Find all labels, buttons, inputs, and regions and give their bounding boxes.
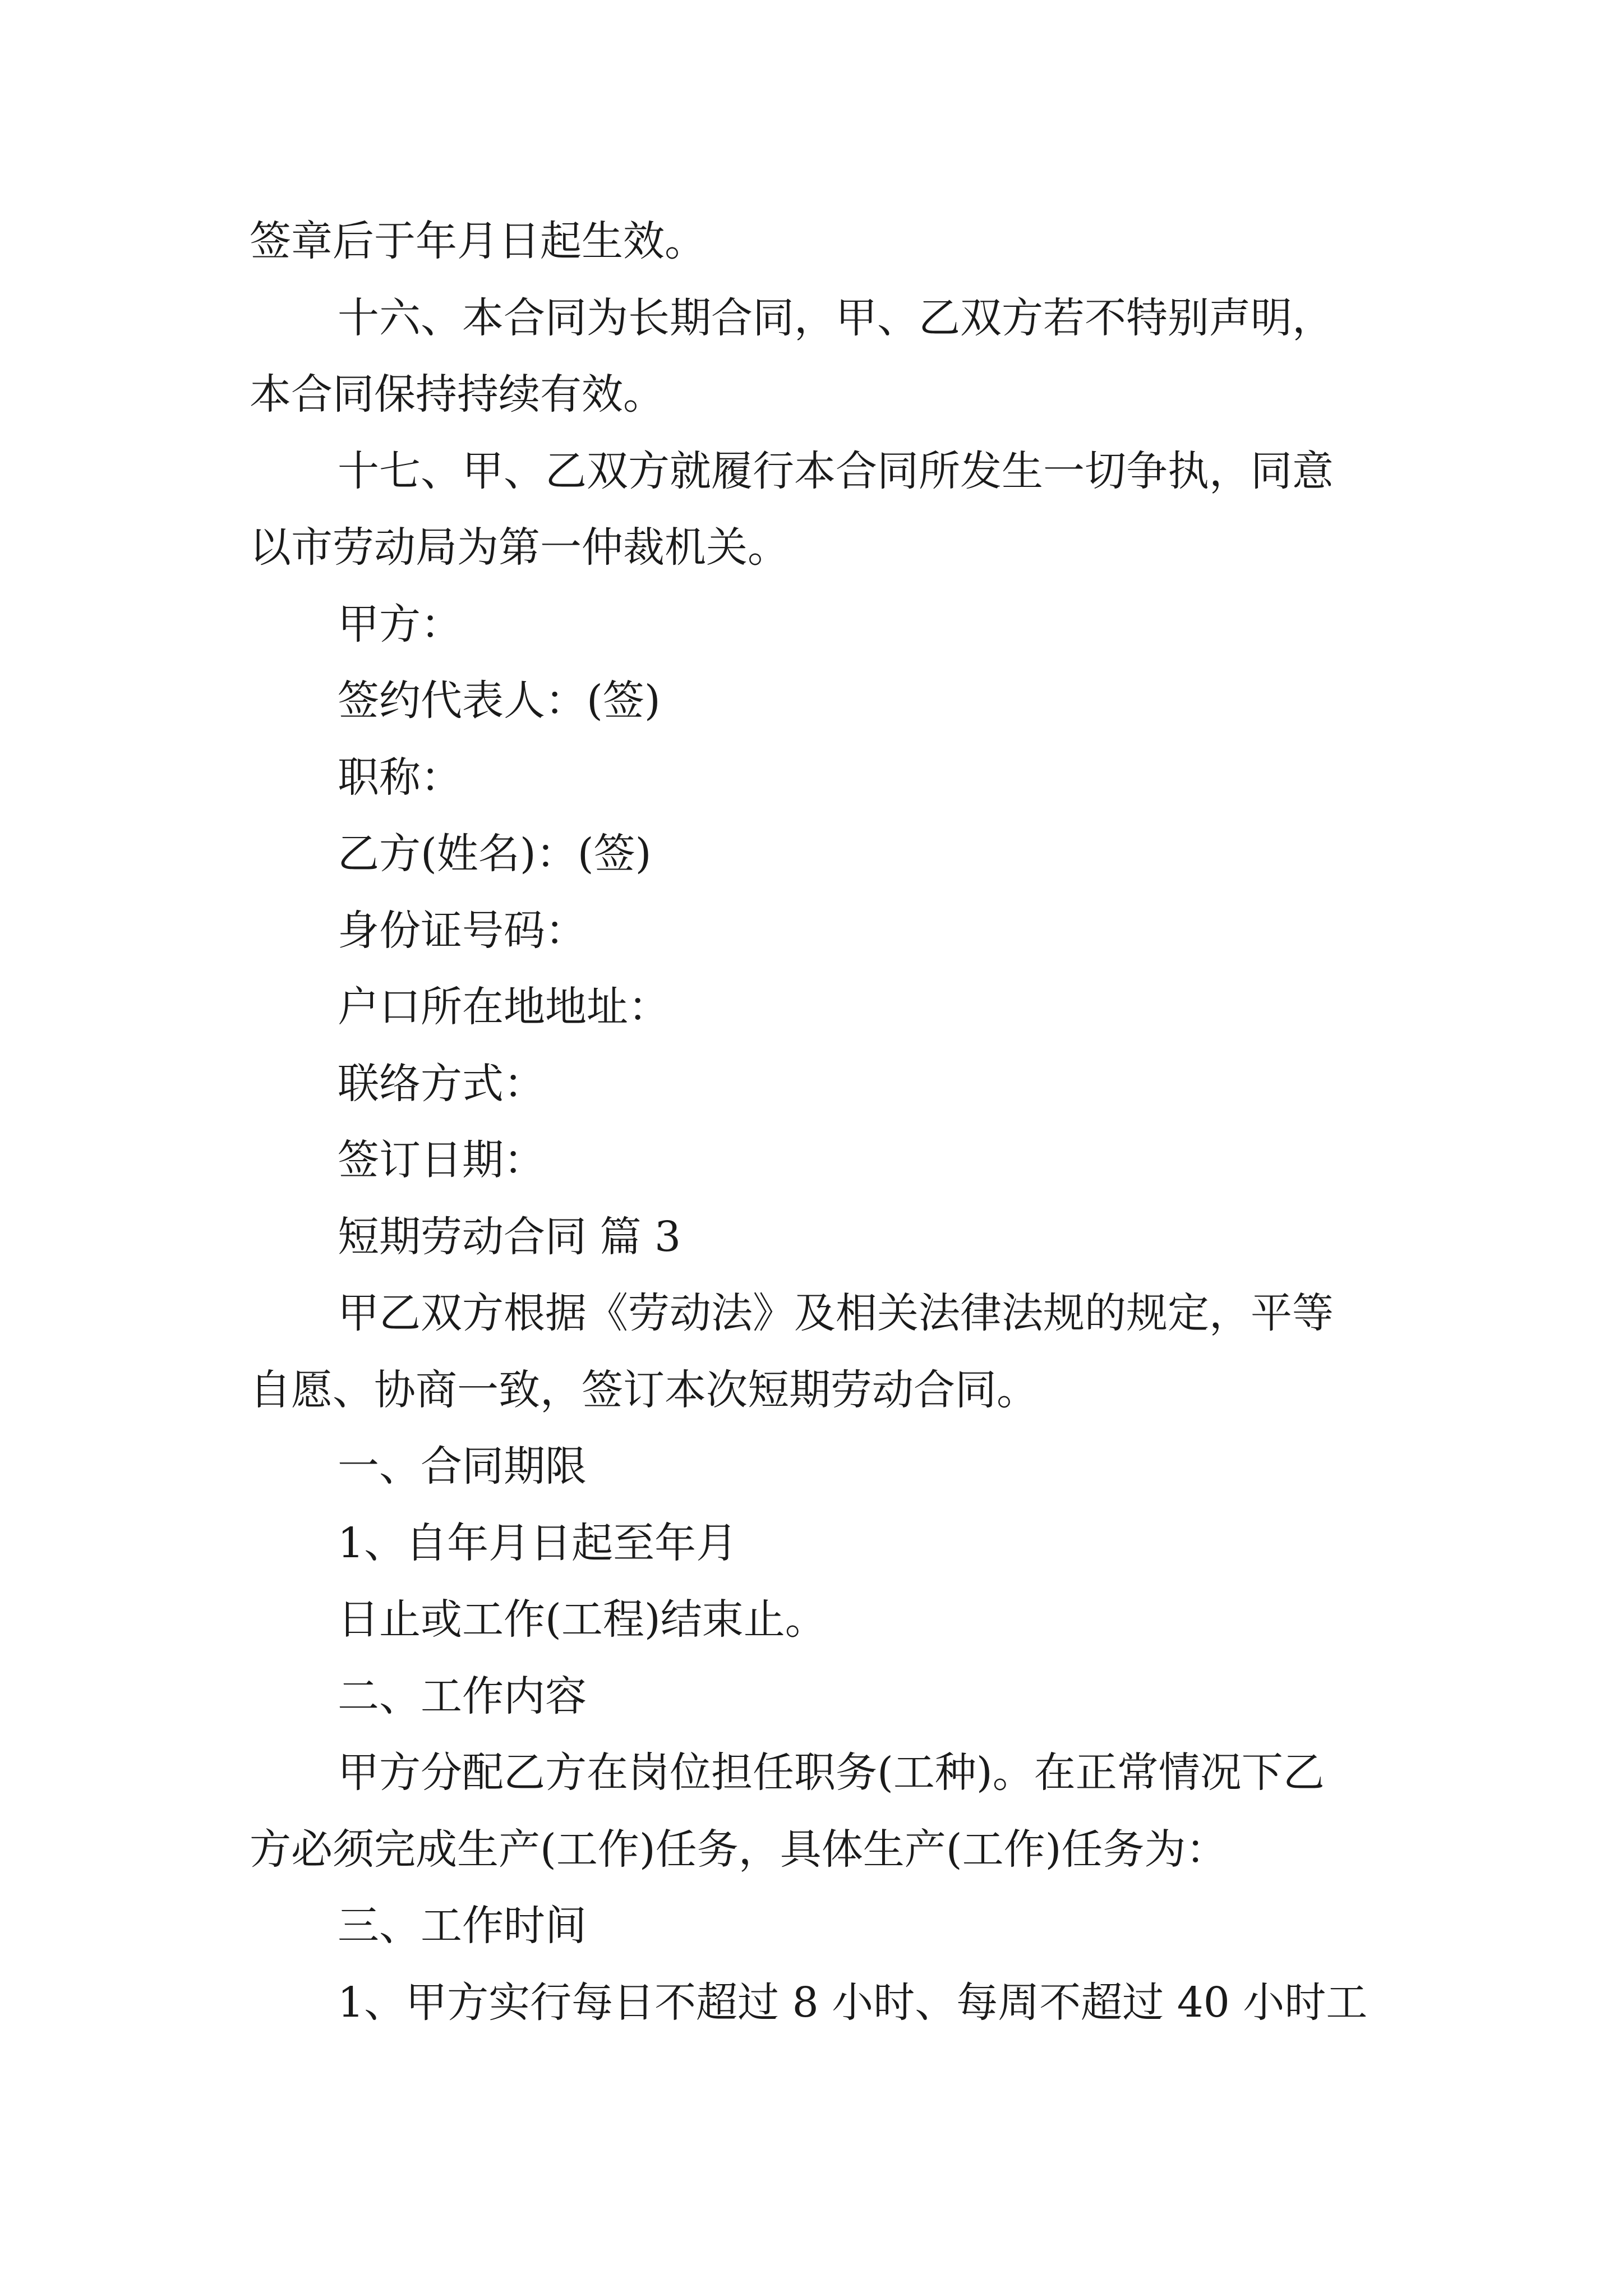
line-15: 甲乙双方根据《劳动法》及相关法律法规的规定，平等	[338, 1289, 1334, 1337]
line-11: 户口所在地地址：	[338, 983, 670, 1031]
line-23: 三、工作时间	[338, 1902, 587, 1950]
line-12: 联络方式：	[338, 1060, 545, 1108]
line-03: 本合同保持持续有效。	[250, 370, 665, 418]
line-01: 签章后于年月日起生效。	[250, 217, 706, 265]
line-21: 甲方分配乙方在岗位担任职务(工种)。在正常情况下乙	[338, 1749, 1325, 1797]
line-08: 职称：	[338, 753, 462, 802]
line-10: 身份证号码：	[338, 907, 587, 955]
line-05: 以市劳动局为第一仲裁机关。	[250, 523, 789, 572]
line-24: 1、甲方实行每日不超过 8 小时、每周不超过 40 小时工	[338, 1978, 1368, 2027]
line-20: 二、工作内容	[338, 1672, 587, 1720]
line-16: 自愿、协商一致，签订本次短期劳动合同。	[250, 1366, 1038, 1414]
line-13: 签订日期：	[338, 1136, 545, 1184]
line-14: 短期劳动合同 篇 3	[338, 1213, 681, 1261]
line-02: 十六、本合同为长期合同，甲、乙双方若不特别声明，	[338, 294, 1334, 342]
line-09: 乙方(姓名)：(签)	[338, 830, 652, 878]
line-19: 日止或工作(工程)结束止。	[338, 1595, 827, 1644]
line-17: 一、合同期限	[338, 1442, 587, 1490]
line-04: 十七、甲、乙双方就履行本合同所发生一切争执，同意	[338, 447, 1334, 495]
line-18: 1、自年月日起至年月	[338, 1519, 738, 1567]
line-06: 甲方：	[338, 600, 462, 648]
line-07: 签约代表人：(签)	[338, 677, 661, 725]
line-22: 方必须完成生产(工作)任务，具体生产(工作)任务为：	[250, 1825, 1228, 1874]
